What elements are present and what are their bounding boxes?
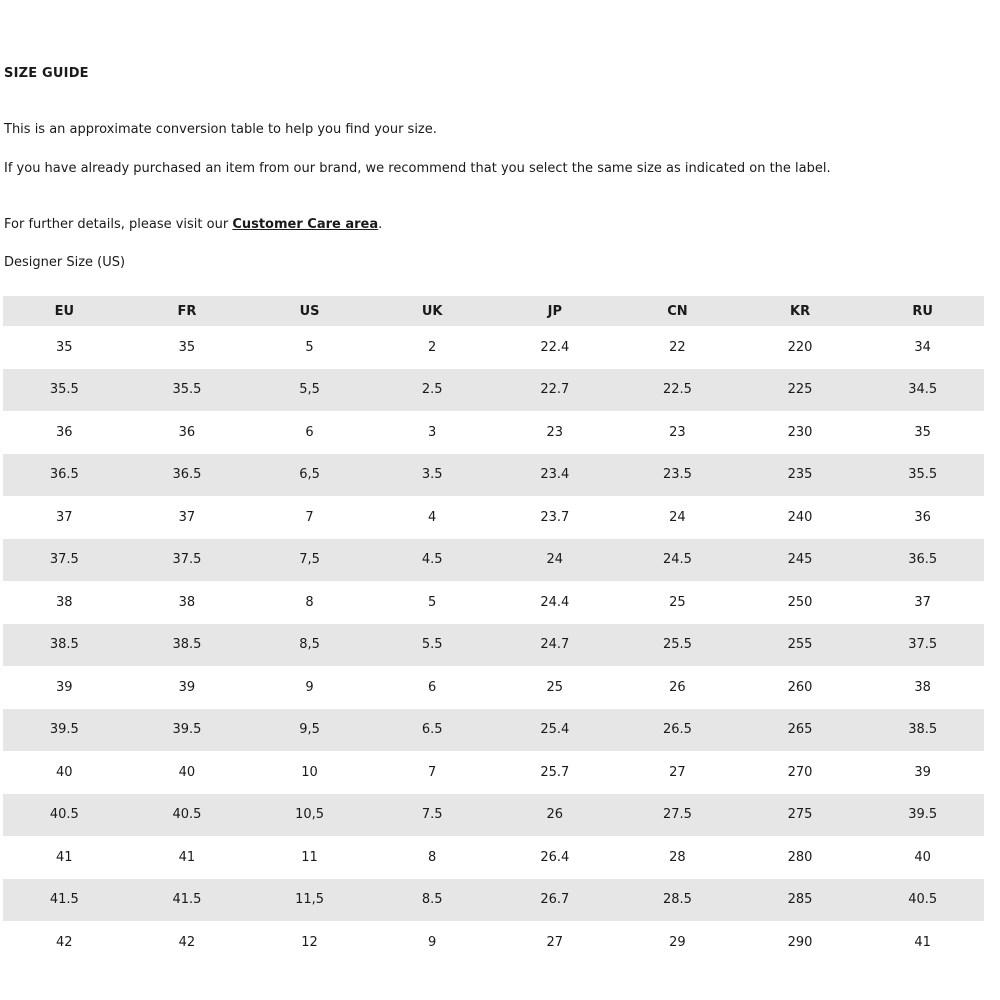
size-cell-us: 10,5: [295, 807, 325, 823]
size-cell-uk: 2: [428, 339, 437, 355]
size-cell-fr: 36.5: [172, 467, 202, 483]
size-cell-cn: 26.5: [662, 722, 692, 738]
size-cell-kr: 275: [787, 807, 813, 823]
size-cell-eu: 42: [56, 934, 73, 950]
size-cell-cn: 22: [669, 339, 686, 355]
size-cell-us: 11: [301, 849, 318, 865]
size-cell-us: 11,5: [295, 892, 325, 908]
size-cell-eu: 41.5: [49, 892, 79, 908]
size-cell-ru: 37: [914, 594, 931, 610]
size-cell-fr: 37: [178, 509, 196, 525]
size-cell-us: 8,5: [299, 637, 320, 653]
size-cell-eu: 39.5: [49, 722, 79, 738]
size-cell-us: 7,5: [299, 552, 320, 568]
size-cell-uk: 4: [428, 509, 437, 525]
size-cell-fr: 41.5: [172, 892, 202, 908]
column-header-us: US: [299, 303, 320, 319]
size-cell-jp: 22.7: [540, 382, 570, 398]
size-cell-kr: 265: [787, 722, 813, 738]
size-cell-ru: 35: [914, 424, 931, 440]
size-cell-jp: 25: [546, 679, 564, 695]
size-cell-kr: 245: [787, 552, 813, 568]
table-row: [3, 454, 984, 497]
designer-size-label: Designer Size (US): [4, 255, 126, 270]
size-cell-jp: 22.4: [540, 339, 570, 355]
size-cell-jp: 26: [546, 807, 564, 823]
size-cell-fr: 41: [178, 849, 196, 865]
table-row: [3, 326, 984, 369]
column-header-uk: UK: [421, 303, 443, 319]
size-cell-uk: 8: [428, 849, 437, 865]
size-cell-uk: 7.5: [421, 807, 443, 823]
size-cell-kr: 260: [787, 679, 813, 695]
recommendation-text: If you have already purchased an item from our brand, we recommend that you select the same size as indicated on the label.: [4, 161, 831, 176]
size-cell-cn: 22.5: [662, 382, 692, 398]
size-cell-kr: 285: [787, 892, 813, 908]
table-row: [3, 709, 984, 752]
size-cell-jp: 26.7: [540, 892, 570, 908]
size-cell-eu: 35.5: [49, 382, 79, 398]
size-cell-fr: 35.5: [172, 382, 202, 398]
table-body: [3, 326, 984, 964]
size-cell-uk: 6.5: [421, 722, 443, 738]
size-cell-us: 7: [305, 509, 314, 525]
column-header-jp: JP: [547, 303, 562, 319]
table-row: [3, 581, 984, 624]
size-cell-kr: 230: [787, 424, 813, 440]
size-cell-uk: 2.5: [421, 382, 443, 398]
size-cell-kr: 225: [787, 382, 813, 398]
table-header-row: [3, 296, 984, 326]
size-cell-ru: 39: [914, 764, 931, 780]
size-cell-cn: 27: [669, 764, 686, 780]
size-cell-eu: 37.5: [49, 552, 79, 568]
further-details-prefix: For further details, please visit our: [4, 217, 233, 232]
size-cell-eu: 36: [56, 424, 73, 440]
table-row: [3, 836, 984, 879]
table-row: [3, 539, 984, 582]
size-cell-jp: 27: [546, 934, 564, 950]
size-cell-uk: 6: [428, 679, 437, 695]
size-cell-ru: 37.5: [908, 637, 938, 653]
table-row: [3, 496, 984, 539]
page-title: SIZE GUIDE: [4, 66, 89, 81]
size-cell-ru: 41: [914, 934, 931, 950]
size-cell-ru: 35.5: [908, 467, 938, 483]
further-details-suffix: .: [378, 217, 383, 232]
size-cell-us: 12: [301, 934, 318, 950]
column-header-kr: KR: [790, 303, 811, 319]
size-cell-fr: 35: [178, 339, 196, 355]
size-cell-us: 9,5: [299, 722, 320, 738]
size-cell-cn: 23.5: [662, 467, 692, 483]
size-cell-cn: 25.5: [662, 637, 692, 653]
size-cell-jp: 23.7: [540, 509, 570, 525]
table-row: [3, 369, 984, 412]
size-cell-cn: 25: [669, 594, 686, 610]
size-cell-eu: 40.5: [49, 807, 79, 823]
column-header-eu: EU: [54, 303, 75, 319]
size-cell-us: 6,5: [299, 467, 320, 483]
size-cell-ru: 40.5: [908, 892, 938, 908]
size-cell-jp: 25.4: [540, 722, 570, 738]
size-cell-kr: 280: [787, 849, 813, 865]
size-cell-eu: 38: [56, 594, 73, 610]
column-header-ru: RU: [912, 303, 933, 319]
size-cell-uk: 9: [428, 934, 437, 950]
size-cell-uk: 3: [428, 424, 437, 440]
size-cell-ru: 34: [914, 339, 931, 355]
table-row: [3, 879, 984, 922]
size-cell-eu: 41: [56, 849, 73, 865]
size-cell-kr: 250: [787, 594, 813, 610]
size-cell-jp: 23.4: [540, 467, 570, 483]
size-cell-cn: 26: [669, 679, 686, 695]
size-cell-ru: 39.5: [908, 807, 938, 823]
size-cell-jp: 26.4: [540, 849, 570, 865]
size-cell-cn: 24.5: [662, 552, 692, 568]
size-cell-jp: 24.4: [540, 594, 570, 610]
size-cell-kr: 270: [787, 764, 813, 780]
size-cell-ru: 34.5: [908, 382, 938, 398]
size-cell-fr: 38: [178, 594, 196, 610]
customer-care-link[interactable]: Customer Care area: [232, 217, 379, 232]
size-cell-eu: 38.5: [49, 637, 79, 653]
size-cell-us: 9: [305, 679, 314, 695]
size-cell-kr: 240: [787, 509, 813, 525]
size-cell-ru: 36: [914, 509, 931, 525]
size-cell-ru: 36.5: [908, 552, 938, 568]
table-row: [3, 794, 984, 837]
size-cell-us: 5: [305, 339, 314, 355]
size-cell-jp: 24.7: [540, 637, 570, 653]
size-cell-fr: 37.5: [172, 552, 202, 568]
size-cell-fr: 38.5: [172, 637, 202, 653]
size-cell-cn: 27.5: [662, 807, 692, 823]
size-cell-uk: 7: [428, 764, 437, 780]
size-cell-ru: 38: [914, 679, 931, 695]
size-cell-cn: 28.5: [662, 892, 692, 908]
size-cell-kr: 290: [787, 934, 813, 950]
table-row: [3, 411, 984, 454]
size-cell-eu: 37: [56, 509, 73, 525]
size-cell-fr: 39: [178, 679, 196, 695]
size-cell-eu: 39: [56, 679, 73, 695]
size-cell-us: 6: [305, 424, 314, 440]
size-cell-uk: 3.5: [421, 467, 443, 483]
size-cell-fr: 40: [178, 764, 196, 780]
size-cell-jp: 23: [546, 424, 564, 440]
size-cell-fr: 42: [178, 934, 196, 950]
size-cell-uk: 5.5: [421, 637, 443, 653]
size-cell-fr: 40.5: [172, 807, 202, 823]
size-cell-eu: 36.5: [49, 467, 79, 483]
size-cell-uk: 4.5: [421, 552, 443, 568]
size-cell-kr: 220: [787, 339, 813, 355]
column-header-cn: CN: [667, 303, 688, 319]
size-cell-us: 10: [301, 764, 318, 780]
size-cell-kr: 235: [787, 467, 813, 483]
size-cell-eu: 35: [56, 339, 73, 355]
size-cell-ru: 38.5: [908, 722, 938, 738]
size-cell-fr: 36: [178, 424, 196, 440]
size-cell-us: 8: [305, 594, 314, 610]
size-cell-kr: 255: [787, 637, 813, 653]
size-cell-us: 5,5: [299, 382, 320, 398]
size-cell-jp: 24: [546, 552, 564, 568]
size-cell-eu: 40: [56, 764, 73, 780]
table-row: [3, 666, 984, 709]
column-header-fr: FR: [177, 303, 197, 319]
table-row: [3, 751, 984, 794]
intro-text: This is an approximate conversion table to help you find your size.: [4, 122, 437, 137]
further-details-text: [4, 216, 964, 234]
size-cell-fr: 39.5: [172, 722, 202, 738]
size-cell-cn: 29: [669, 934, 686, 950]
size-cell-uk: 5: [428, 594, 437, 610]
size-cell-cn: 28: [669, 849, 686, 865]
size-cell-cn: 23: [669, 424, 686, 440]
size-cell-jp: 25.7: [540, 764, 570, 780]
table-row: [3, 624, 984, 667]
size-cell-ru: 40: [914, 849, 931, 865]
table-row: [3, 921, 984, 964]
size-cell-uk: 8.5: [421, 892, 443, 908]
size-conversion-table: [3, 296, 984, 964]
size-cell-cn: 24: [669, 509, 686, 525]
